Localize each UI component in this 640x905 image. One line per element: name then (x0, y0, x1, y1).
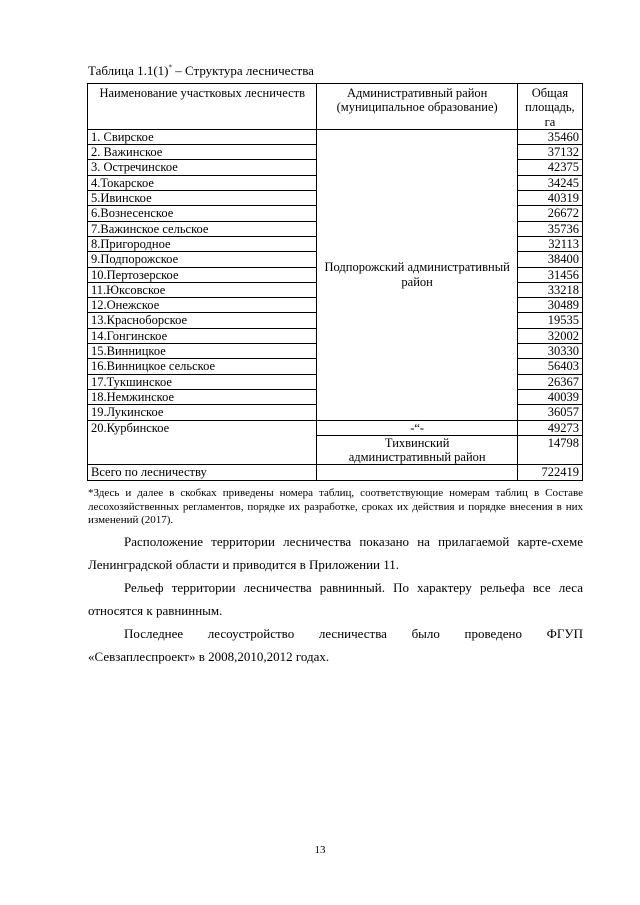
table-row (88, 420, 583, 435)
forestry-name: 20.Курбинское (88, 420, 317, 465)
area-value: 35736 (517, 221, 582, 236)
table-caption (88, 63, 314, 79)
area-value: 30330 (517, 344, 582, 359)
total-row (88, 465, 583, 480)
total-value: 722419 (517, 465, 582, 480)
forestry-name: 9.Подпорожское (88, 252, 317, 267)
area-value: 42375 (517, 160, 582, 175)
forestry-name: 11.Юксовское (88, 282, 317, 297)
caption-footnote-mark: * (168, 63, 173, 72)
header-district: Административный район (муниципальное образование) (317, 84, 517, 130)
forestry-name: 16.Винницкое сельское (88, 359, 317, 374)
forestry-name: 2. Важинское (88, 145, 317, 160)
empty-cell (317, 465, 517, 480)
forestry-name: 15.Винницкое (88, 344, 317, 359)
footnote: *Здесь и далее в скобках приведены номера таблиц, соответствующие номерам таблиц в Составе лесохозяйственных регламентов, порядке их разработке, сроках их действия и порядке внесения в них изменений (2017). (88, 487, 583, 526)
forestry-name: 6.Вознесенское (88, 206, 317, 221)
area-value: 26672 (517, 206, 582, 221)
forestry-name: 14.Гонгинское (88, 328, 317, 343)
header-area: Общая площадь, га (517, 84, 582, 130)
table-row (88, 129, 583, 144)
paragraph: Расположение территории лесничества показано на прилагаемой карте-схеме Ленинградской области и приводится в Приложении 11. (88, 534, 583, 572)
total-label: Всего по лесничеству (88, 465, 317, 480)
area-value: 38400 (517, 252, 582, 267)
area-value: 14798 (517, 435, 582, 465)
area-value: 19535 (517, 313, 582, 328)
area-value: 30489 (517, 298, 582, 313)
area-value: 32002 (517, 328, 582, 343)
forestry-name: 18.Немжинское (88, 389, 317, 404)
forestry-name: 13.Красноборское (88, 313, 317, 328)
paragraph: Последнее лесоустройство лесничества было проведено ФГУП «Севзаплеспроект» в 2008,2010,2012 годах. (88, 626, 583, 664)
area-value: 40319 (517, 191, 582, 206)
paragraph: Рельеф территории лесничества равнинный. По характеру рельефа все леса относятся к равнинным. (88, 580, 583, 618)
forestry-name: 1. Свирское (88, 129, 317, 144)
forestry-name: 7.Важинское сельское (88, 221, 317, 236)
district-cell: Тихвинский административный район (317, 435, 517, 465)
page-number: 13 (314, 844, 326, 856)
area-value: 34245 (517, 175, 582, 190)
forestry-structure-table (87, 83, 583, 481)
caption-text: Таблица 1.1(1) (88, 63, 169, 78)
area-value: 40039 (517, 389, 582, 404)
forestry-name: 5.Ивинское (88, 191, 317, 206)
area-value: 35460 (517, 129, 582, 144)
forestry-name: 12.Онежское (88, 298, 317, 313)
forestry-name: 8.Пригородное (88, 236, 317, 251)
header-name: Наименование участковых лесничеств (88, 84, 317, 130)
caption-rest: – Структура лесничества (172, 63, 314, 78)
area-value: 31456 (517, 267, 582, 282)
forestry-name: 17.Тукшинское (88, 374, 317, 389)
forestry-name: 3. Остречинское (88, 160, 317, 175)
area-value: 49273 (517, 420, 582, 435)
area-value: 32113 (517, 236, 582, 251)
area-value: 56403 (517, 359, 582, 374)
area-value: 33218 (517, 282, 582, 297)
forestry-name: 19.Лукинское (88, 405, 317, 420)
forestry-name: 4.Токарское (88, 175, 317, 190)
district-cell: Подпорожский административный район (317, 129, 517, 420)
area-value: 36057 (517, 405, 582, 420)
area-value: 26367 (517, 374, 582, 389)
area-value: 37132 (517, 145, 582, 160)
forestry-name: 10.Пертозерское (88, 267, 317, 282)
district-cell: -“- (317, 420, 517, 435)
